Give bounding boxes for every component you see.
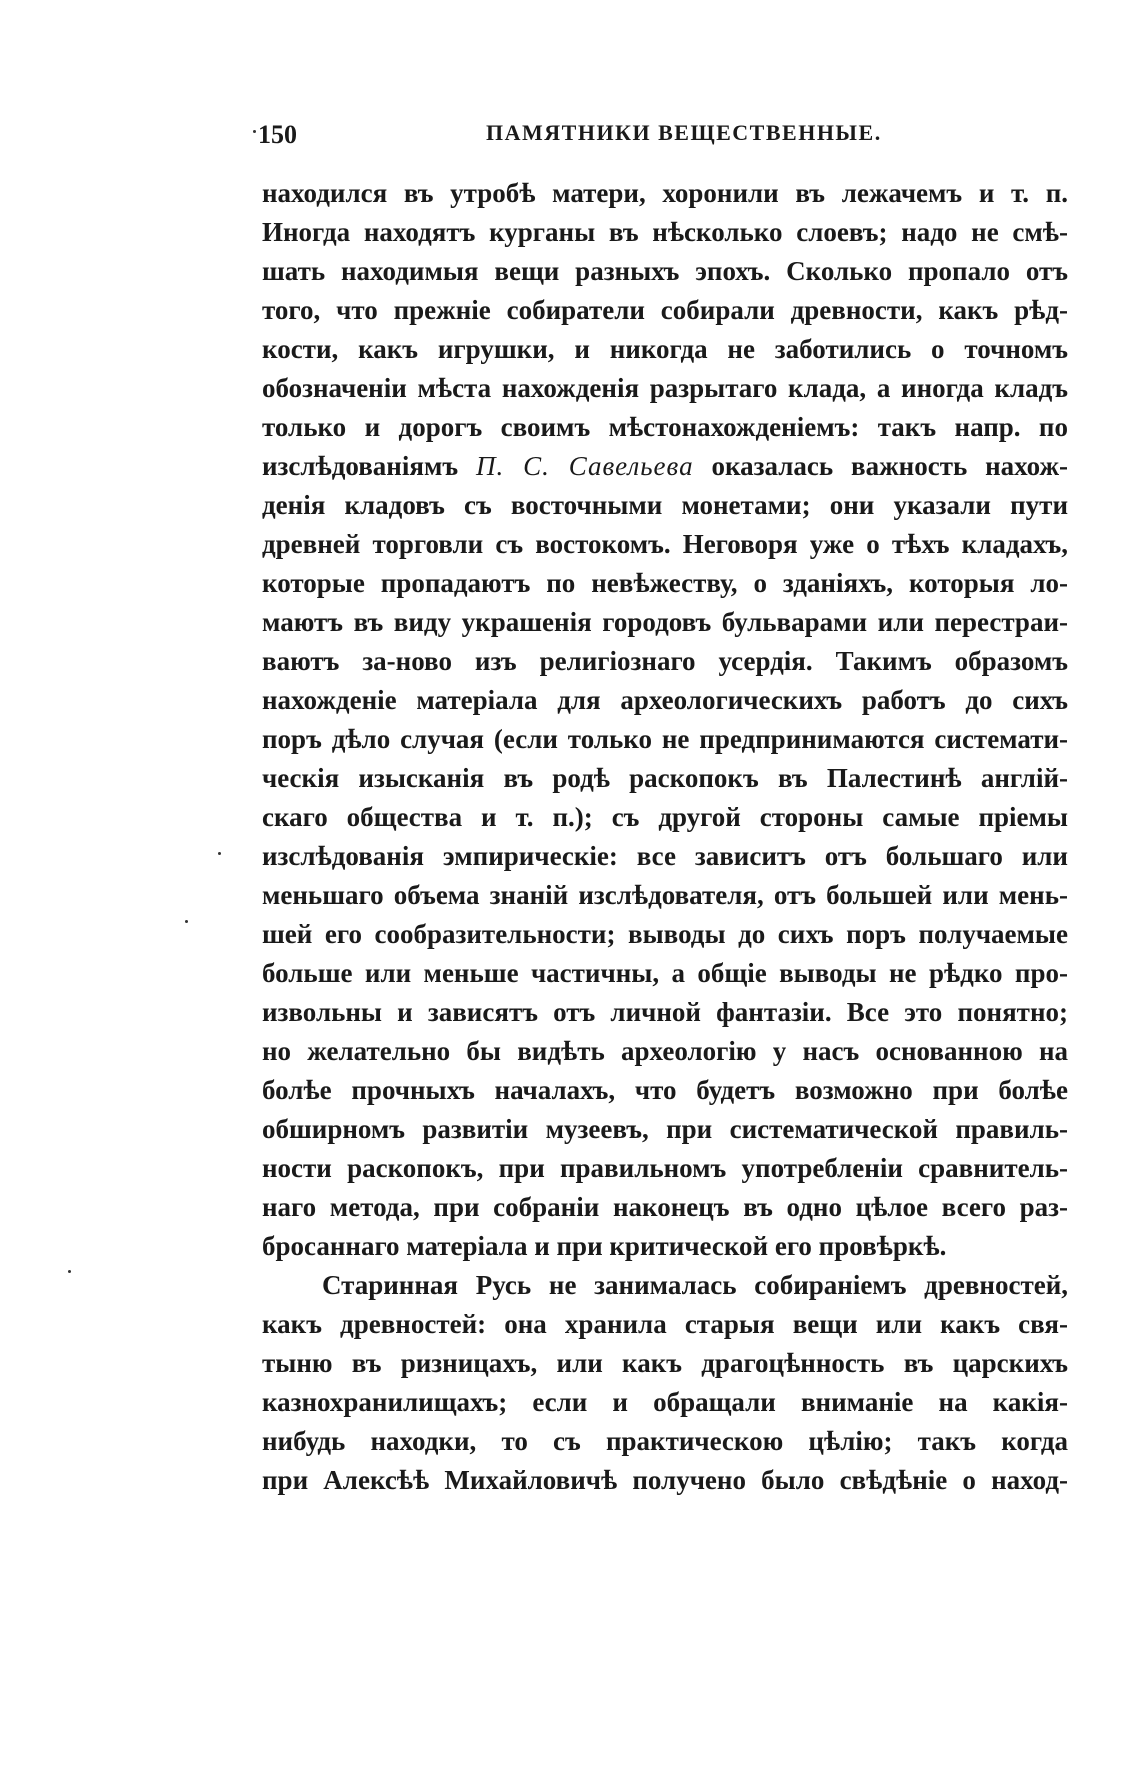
text-line: меньшаго объема знаній изслѣдователя, отъ большей или мень-	[262, 880, 1068, 910]
text-line	[262, 447, 1068, 486]
text-line: изслѣдованія эмпирическіе: все зависитъ отъ большаго или	[262, 841, 1068, 871]
text-line: ваютъ за-ново изъ религіознаго усердія. Такимъ образомъ	[262, 646, 1068, 676]
text-line: маютъ въ виду украшенія городовъ бульварами или перестраи-	[262, 607, 1068, 637]
text-line: бросаннаго матеріала и при критической его провѣркѣ.	[262, 1231, 947, 1261]
text-line: шей его сообразительности; выводы до сихъ поръ получаемые	[262, 919, 1068, 949]
text-line: обозначеніи мѣста нахожденія разрытаго клада, а иногда кладъ	[262, 373, 1068, 403]
text-line: нибудь находки, то съ практическою цѣлію; такъ когда	[262, 1426, 1068, 1456]
text-line: больше или меньше частичны, а общіе выводы не рѣдко про-	[262, 958, 1068, 988]
text-line: находился въ утробѣ матери, хоронили въ лежачемъ и т. п.	[262, 178, 1068, 208]
body-text	[262, 174, 1068, 1500]
text-line: поръ дѣло случая (если только не предпринимаются системати-	[262, 724, 1068, 754]
text-line: кости, какъ игрушки, и никогда не заботились о точномъ	[262, 334, 1068, 364]
text-line: но желательно бы видѣть археологію у насъ основанною на	[262, 1036, 1068, 1066]
text-line: ческія изысканія въ родѣ раскопокъ въ Палестинѣ англій-	[262, 763, 1068, 793]
text-fragment: изслѣдованіямъ	[262, 451, 459, 481]
text-line: Иногда находятъ курганы въ нѣсколько слоевъ; надо не смѣ-	[262, 217, 1068, 247]
text-line: ности раскопокъ, при правильномъ употребленіи сравнитель-	[262, 1153, 1068, 1183]
scan-speck	[218, 852, 221, 855]
text-line: нахожденіе матеріала для археологическихъ работъ до сихъ	[262, 685, 1068, 715]
page-number: 150	[258, 120, 297, 149]
text-line: при Алексѣѣ Михайловичѣ получено было свѣдѣніе о наход-	[262, 1465, 1068, 1495]
text-line: казнохранилищахъ; если и обращали вниманіе на какія-	[262, 1387, 1068, 1417]
scan-speck	[68, 1270, 71, 1273]
text-line: обширномъ развитіи музеевъ, при систематической правиль-	[262, 1114, 1068, 1144]
text-line: того, что прежніе собиратели собирали древности, какъ рѣд-	[262, 295, 1068, 325]
paragraph-1	[262, 174, 1068, 1266]
text-line: денія кладовъ съ восточными монетами; они указали пути	[262, 490, 1068, 520]
text-line: тыню въ ризницахъ, или какъ драгоцѣнность въ царскихъ	[262, 1348, 1068, 1378]
scan-speck	[185, 920, 188, 923]
paragraph-2	[262, 1266, 1068, 1500]
text-line: только и дорогъ своимъ мѣстонахожденіемъ: такъ напр. по	[262, 412, 1068, 442]
text-line: которые пропадаютъ по невѣжеству, о зданіяхъ, которыя ло-	[262, 568, 1068, 598]
author-name: П. С. Савельева	[476, 451, 694, 481]
text-line: Старинная Русь не занималась собираніемъ древностей,	[322, 1270, 1068, 1300]
running-head	[258, 120, 1068, 156]
text-line: извольны и зависятъ отъ личной фантазіи. Все это понятно;	[262, 997, 1068, 1027]
text-line: болѣе прочныхъ началахъ, что будетъ возможно при болѣе	[262, 1075, 1068, 1105]
text-line: скаго общества и т. п.); съ другой стороны самые пріемы	[262, 802, 1068, 832]
text-line: шать находимыя вещи разныхъ эпохъ. Сколько пропало отъ	[262, 256, 1068, 286]
scan-speck	[253, 130, 256, 133]
text-line: древней торговли съ востокомъ. Неговоря уже о тѣхъ кладахъ,	[262, 529, 1068, 559]
text-fragment: оказалась важность нахож-	[711, 451, 1068, 481]
running-title: ПАМЯТНИКИ ВЕЩЕСТВЕННЫЕ.	[486, 120, 882, 145]
text-line: какъ древностей: она хранила старыя вещи или какъ свя-	[262, 1309, 1068, 1339]
text-line: наго метода, при собраніи наконецъ въ одно цѣлое всего раз-	[262, 1192, 1068, 1222]
